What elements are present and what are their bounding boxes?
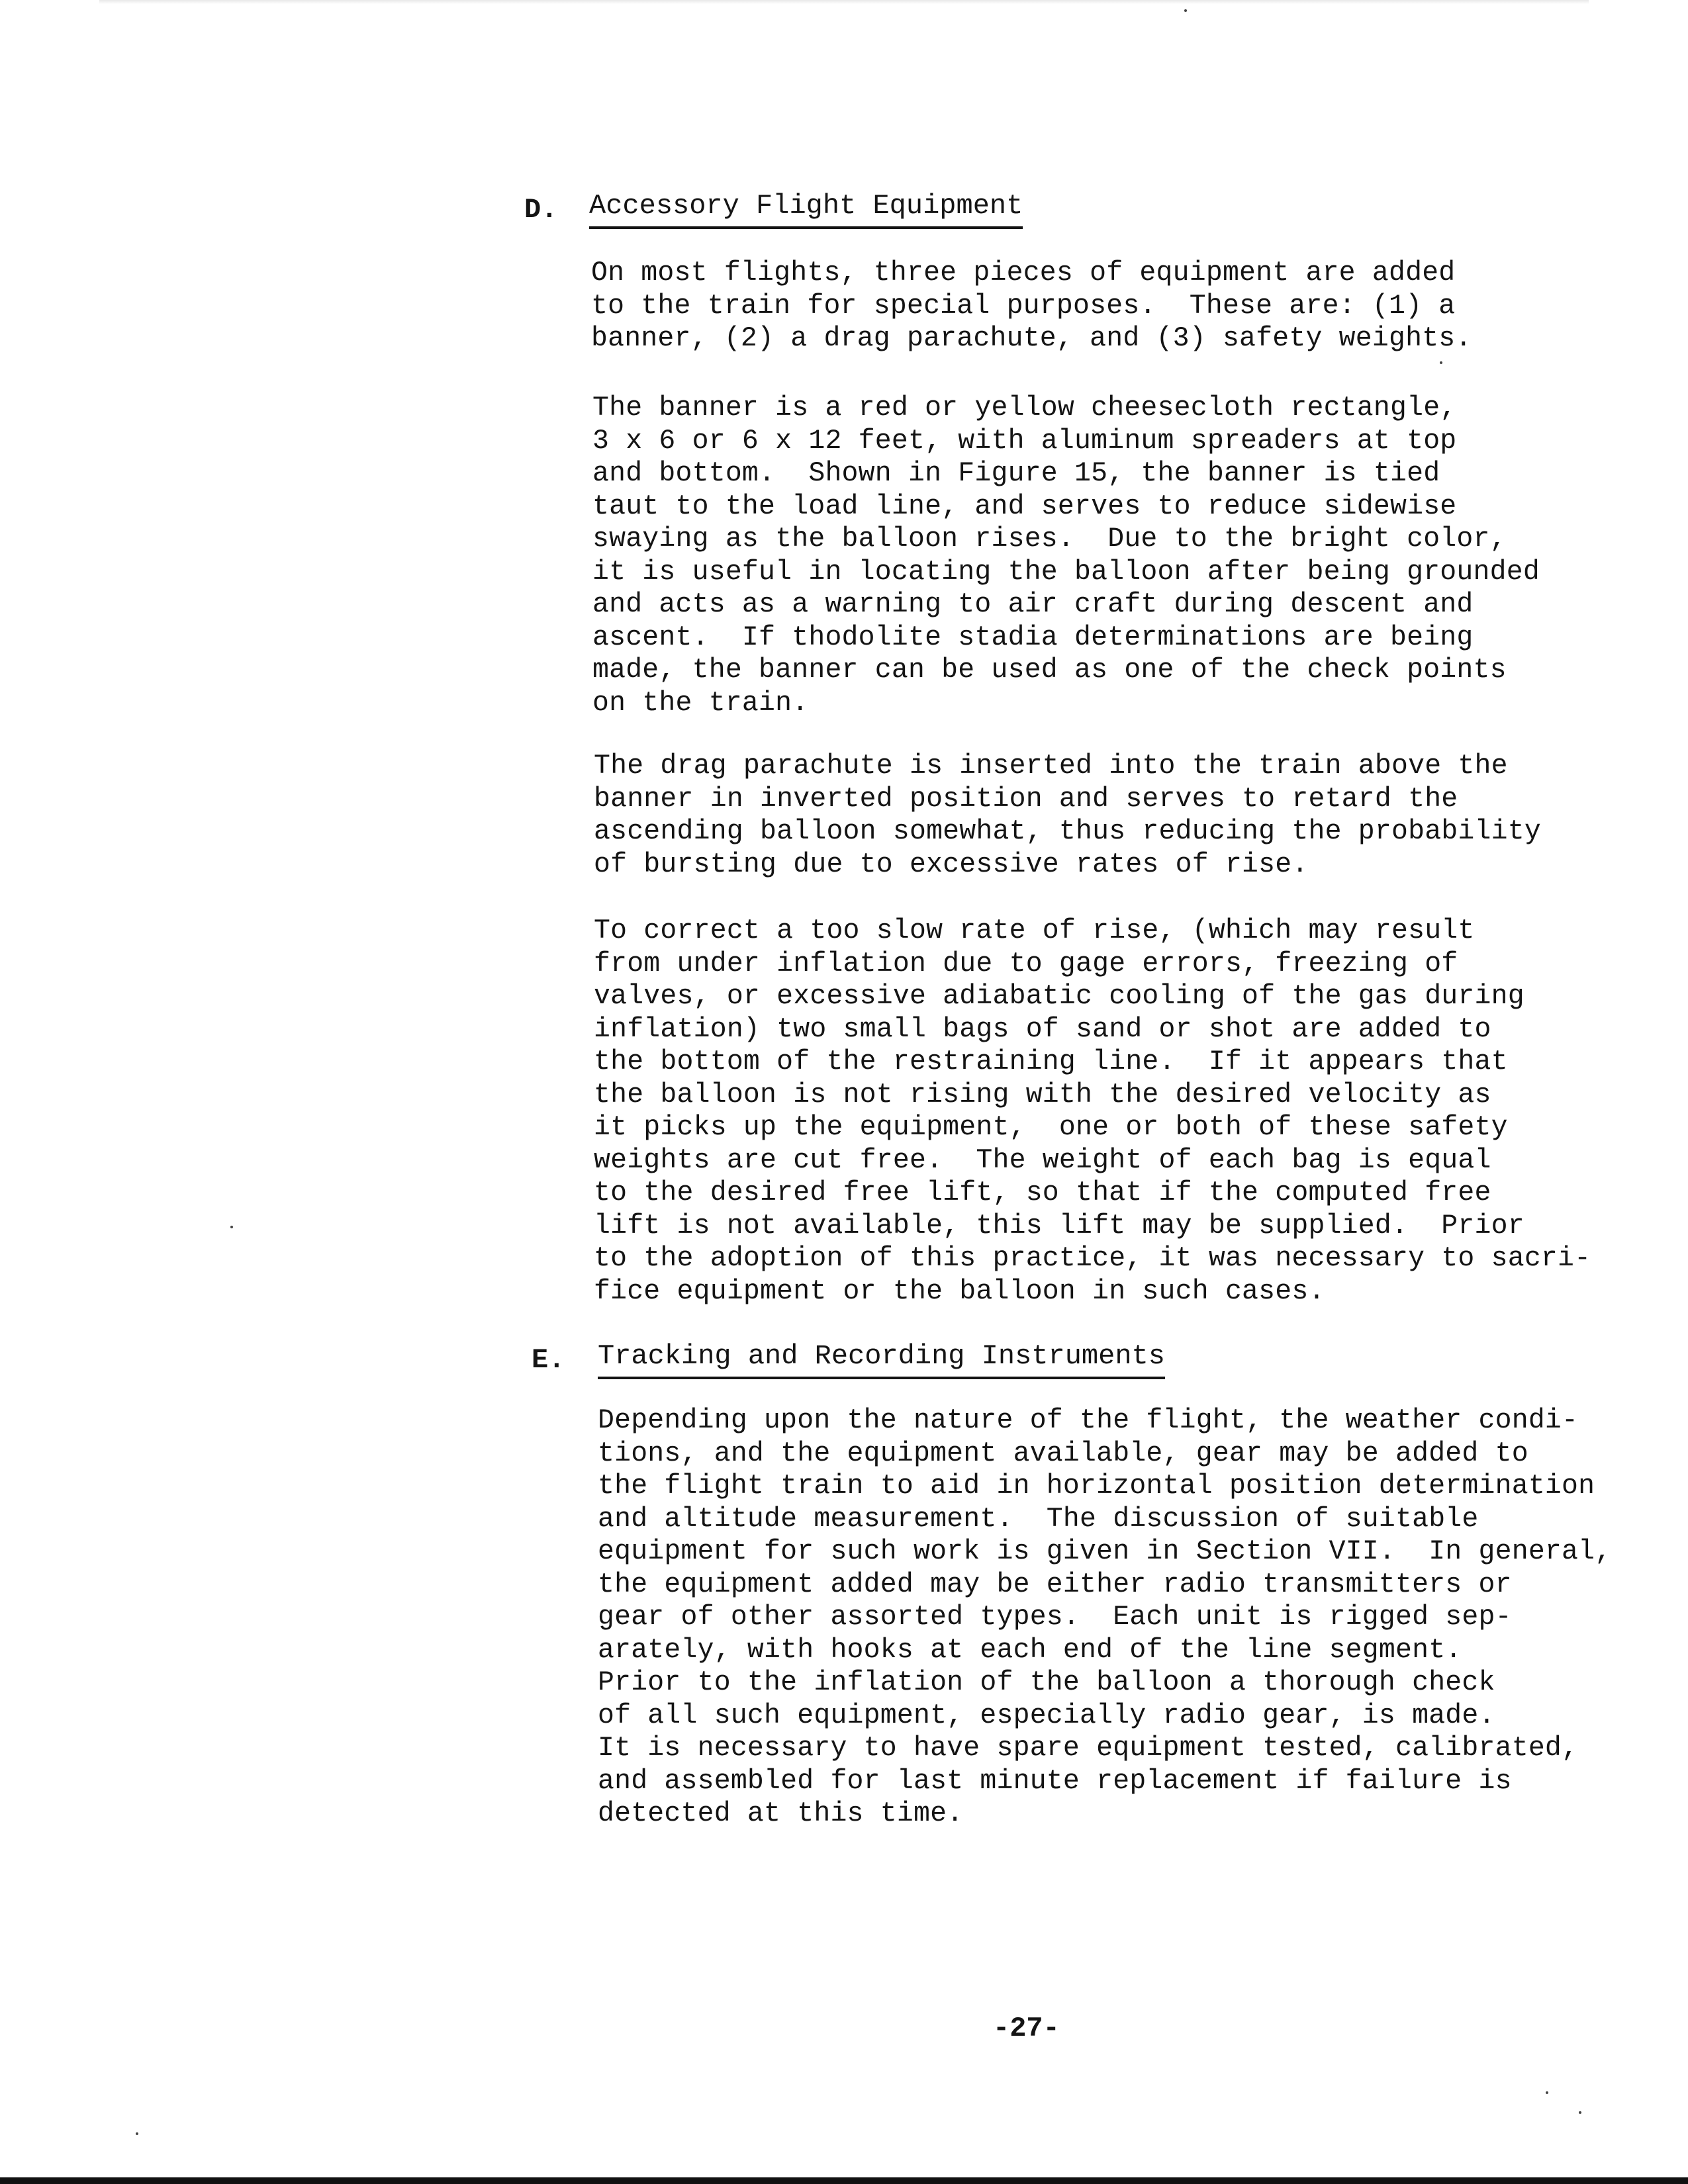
text-line: Depending upon the nature of the flight, the weather condi- (598, 1405, 1579, 1436)
text-line: ascending balloon somewhat, thus reducing the probability (594, 816, 1541, 847)
text-line: to the desired free lift, so that if the computed free (594, 1177, 1491, 1208)
scan-speck (1440, 361, 1442, 364)
text-line: the bottom of the restraining line. If it appears that (594, 1046, 1508, 1077)
scan-speck (1546, 2091, 1548, 2094)
text-line: To correct a too slow rate of rise, (which may result (594, 915, 1475, 946)
text-line: to the adoption of this practice, it was necessary to sacri- (594, 1243, 1591, 1274)
text-line: It is necessary to have spare equipment tested, calibrated, (598, 1733, 1579, 1764)
text-line: 3 x 6 or 6 x 12 feet, with aluminum spreaders at top (592, 425, 1457, 457)
text-line: it is useful in locating the balloon after being grounded (592, 556, 1540, 588)
section-d-paragraph-1 (591, 257, 1472, 355)
text-line: the balloon is not rising with the desired velocity as (594, 1079, 1491, 1111)
scan-speck (136, 2132, 138, 2135)
text-line: to the train for special purposes. These are: (1) a (591, 290, 1456, 322)
section-d-paragraph-4 (594, 915, 1591, 1308)
scan-speck (230, 1226, 233, 1228)
text-line: valves, or excessive adiabatic cooling of the gas during (594, 981, 1524, 1012)
scan-speck (1184, 9, 1187, 12)
text-line: it picks up the equipment, one or both of these safety (594, 1112, 1508, 1143)
section-d-paragraph-3 (594, 750, 1541, 881)
text-line: and bottom. Shown in Figure 15, the banner is tied (592, 458, 1440, 489)
text-line: from under inflation due to gage errors, freezing of (594, 948, 1458, 979)
text-line: the equipment added may be either radio transmitters or (598, 1569, 1512, 1600)
text-line: and acts as a warning to air craft during descent and (592, 589, 1474, 620)
section-e-title: Tracking and Recording Instruments (598, 1340, 1165, 1379)
text-line: The banner is a red or yellow cheesecloth rectangle, (592, 392, 1457, 424)
text-line: arately, with hooks at each end of the line segment. (598, 1634, 1462, 1666)
text-line: lift is not available, this lift may be supplied. Prior (594, 1210, 1524, 1242)
text-line: The drag parachute is inserted into the train above the (594, 751, 1508, 782)
text-line: the flight train to aid in horizontal position determination (598, 1471, 1595, 1502)
text-line: taut to the load line, and serves to reduce sidewise (592, 490, 1457, 522)
text-line: weights are cut free. The weight of each bag is equal (594, 1144, 1491, 1176)
section-d-letter: D. (524, 194, 558, 226)
text-line: and altitude measurement. The discussion of suitable (598, 1503, 1479, 1535)
page-bottom-edge (0, 2177, 1688, 2184)
text-line: ascent. If thodolite stadia determinations are being (592, 621, 1474, 653)
text-line: on the train. (592, 687, 809, 719)
page-top-edge (99, 0, 1589, 4)
text-line: inflation) two small bags of sand or shot are added to (594, 1013, 1491, 1045)
scan-speck (1579, 2111, 1581, 2114)
section-e-paragraph-1 (598, 1404, 1611, 1831)
text-line: and assembled for last minute replacement if failure is (598, 1765, 1512, 1797)
text-line: tions, and the equipment available, gear may be added to (598, 1437, 1528, 1469)
section-d-title: Accessory Flight Equipment (589, 189, 1023, 229)
text-line: banner in inverted position and serves to retard the (594, 783, 1458, 815)
text-line: On most flights, three pieces of equipment are added (591, 257, 1456, 289)
text-line: of all such equipment, especially radio gear, is made. (598, 1700, 1495, 1731)
text-line: banner, (2) a drag parachute, and (3) safety weights. (591, 323, 1472, 354)
text-line: made, the banner can be used as one of the check points (592, 655, 1507, 686)
section-e-letter: E. (532, 1344, 565, 1376)
text-line: detected at this time. (598, 1798, 964, 1829)
text-line: gear of other assorted types. Each unit is rigged sep- (598, 1602, 1512, 1633)
text-line: Prior to the inflation of the balloon a thorough check (598, 1667, 1495, 1698)
section-d-paragraph-2 (592, 392, 1540, 719)
text-line: fice equipment or the balloon in such cases. (594, 1275, 1325, 1307)
text-line: of bursting due to excessive rates of rise. (594, 848, 1309, 880)
text-line: swaying as the balloon rises. Due to the bright color, (592, 523, 1507, 555)
text-line: equipment for such work is given in Section VII. In general, (598, 1536, 1612, 1567)
page-number: -27- (993, 2013, 1060, 2044)
